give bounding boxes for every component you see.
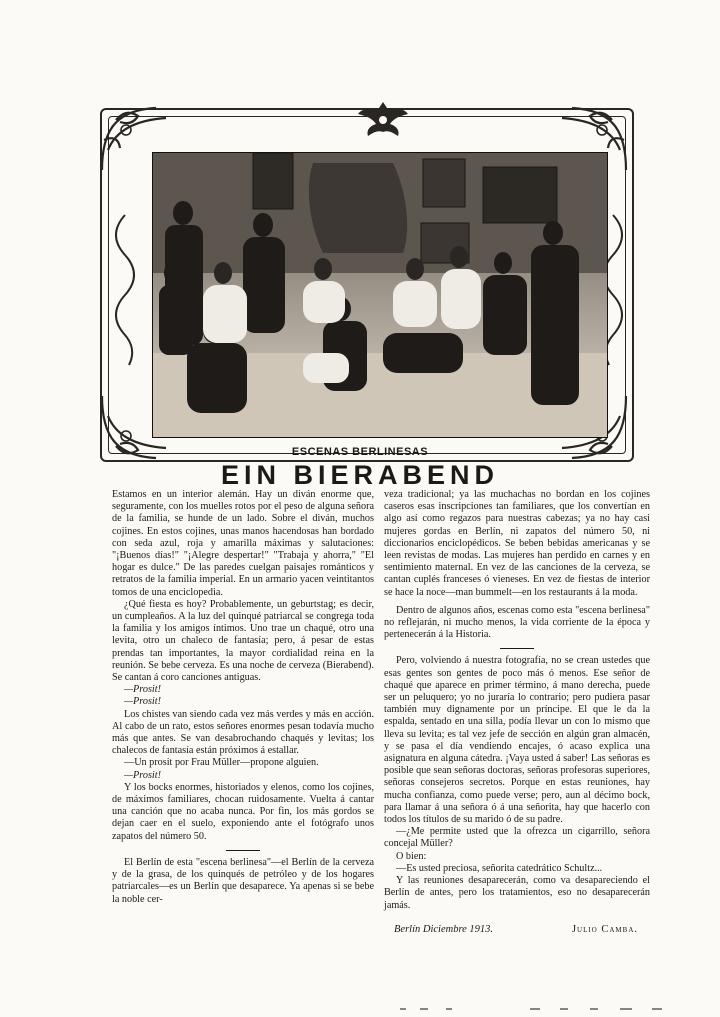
page-bottom-ornament-icon xyxy=(390,1006,680,1012)
paragraph: Pero, volviendo á nuestra fotografía, no se crean ustedes que esas gentes son gentes de poco más ó menos. Ese señor de chaqué que aparece en primer término, á mano derecha, puede ser un peluquero; yo no juraría lo contrario; pero pudiera pasar también muy dignamente por un príncipe. El que le da la espalda, sentado en una silla, podía llevar un con lo mismo que lleva su levita; es tal vez jefe de sección en algún gran almacén, y se pasa el día vendiendo encajes, ó acaso explica una asignatura en alguna cátedra. ¡Vaya usted á saber! Las señoras es posible que sean señoras doctoras, señoras profesoras superiores, señoras consejeros secretos. Porque en estas reuniones, hay mucha confianza, como puede verse; pero, aun al décimo bock, para llamar á una señora ó á una señorita, hay que hacerlo con todos los títulos de su marido ó de su padre. xyxy=(384,655,650,826)
paragraph: O bien: xyxy=(396,850,427,862)
dialogue-line: —Prosit! xyxy=(124,769,161,781)
article-column-right xyxy=(384,489,650,938)
paragraph: Y las reuniones desaparecerán, como va desapareciendo el Berlín de antes, pero los tratamientos, eso no desaparecerán jamás. xyxy=(384,875,650,911)
paragraph: veza tradicional; ya las muchachas no bordan en los cojines caseros esas inscripciones tan familiares, que los convertían en algo así como regazos para nuestras cabezas; ya no hay casi mujeres gordas en Berlín, ni zapatos del número 50, ni diccionarios enciclopédicos. Se beben bebidas americanas y se leen revistas de modas. Las mujeres han perdido en carnes y en sentimiento maternal. En vez de las canciones de la cerveza, se cantan cuplés franceses ó vieneses. En vez de fiestas de interior se hace la noce—man bummelt—en los restaurants á la moda. xyxy=(384,489,650,598)
paragraph: Y los bocks enormes, historiados y elenos, como los cojines, de máximos familiares, chocan ruidosamente. Vuelta á cantar una canción que no acaba nunca. Por fin, los más gordos se dejan caer en el suelo, exponiendo ante el fotógrafo unos zapatos del número 50. xyxy=(112,781,374,842)
group-photograph xyxy=(152,152,608,438)
scroll-ornament-left-side-icon xyxy=(100,210,150,370)
paragraph: —Un prosit por Frau Müller—propone alguien. xyxy=(124,757,319,769)
paragraph: Dentro de algunos años, escenas como esta "escena berlinesa" no reflejarán, ni mucho menos, la vida corriente de la época y pertenecerán á la Historia. xyxy=(384,604,650,641)
dateline: Berlín Diciembre 1913. xyxy=(394,923,494,935)
dialogue-line: —Prosit! xyxy=(124,684,161,696)
dialogue-line: —¿Me permite usted que la ofrezca un cigarrillo, señora concejal Müller? xyxy=(384,826,650,850)
paragraph: El Berlín de esta "escena berlinesa"—el Berlín de la cerveza y de la grasa, de los quinqués de petróleo y de los hogares patriarcales—es un Berlín que desaparece. Ya apenas si se bebe la noble cer- xyxy=(112,856,374,905)
paragraph: Los chistes van siendo cada vez más verdes y más en acción. Al cabo de un rato, estos señores enormes pesan todavía mucho más que antes. Se van desabrochando chaqués y levitas; los chalecos de fantasía están próximos á estallar. xyxy=(112,708,374,757)
paragraph: Estamos en un interior alemán. Hay un diván enorme que, seguramente, con los muelles rotos por el peso de alguna señora de la familia, se hunde de un lado. Sobre el diván, muchos cojines. En estos cojines, unas manos hacendosas han bordado con seda azul, roja y amarilla máximas y salutaciones: "¡Buenos días!" "¡Alegre despertar!" "Trabaja y ahorra," "El hogar es dulce." De las paredes cuelgan paisajes románticos y retratos de la familia imperial. En un armario yacen veintitantos tomos de una enciclopedia. xyxy=(112,489,374,598)
photo-caption: ESCENAS BERLINESAS xyxy=(291,446,429,458)
section-divider xyxy=(500,648,534,649)
paragraph: ¿Qué fiesta es hoy? Probablemente, un geburtstag; es decir, un cumpleaños. A la luz del quinqué patriarcal se congrega toda la familia y los amigos íntimos. Uno trae un chaqué, otro una levita, otro un chaleco de fantasía; pero, á pesar de estas prendas tan importantes, la mayor cordialidad reina en la reunión. Se bebe cerveza. Es una noche de cerveza (Bierabend). Se cantan á coro canciones antiguas. xyxy=(112,598,374,684)
dialogue-line: —Prosit! xyxy=(124,696,161,708)
dialogue-line: —Es usted preciosa, señorita catedrático Schultz... xyxy=(396,862,603,874)
signature-row xyxy=(384,924,650,938)
section-divider xyxy=(226,850,260,851)
article-column-left xyxy=(112,489,374,906)
author-signature: Julio Camba. xyxy=(571,923,638,935)
article-title: EIN BIERABEND xyxy=(220,460,500,490)
imperial-eagle-icon xyxy=(356,96,410,142)
